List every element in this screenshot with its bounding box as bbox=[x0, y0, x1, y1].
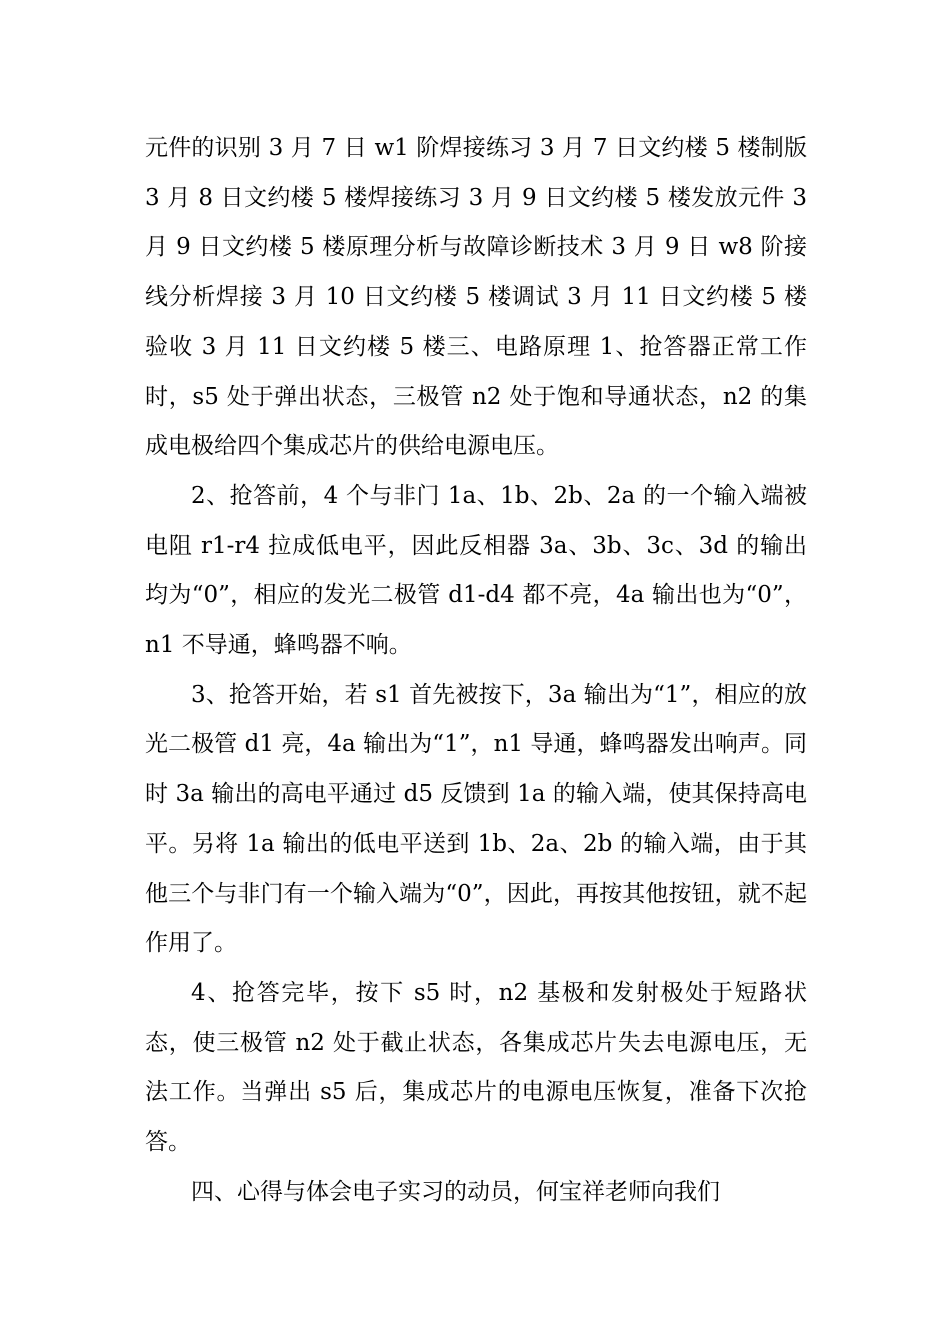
paragraph-before-answer: 2、抢答前，4 个与非门 1a、1b、2b、2a 的一个输入端被电阻 r1-r4 拉成低电平，因此反相器 3a、3b、3c、3d 的输出均为“0”，相应的发光二极管 d1-d4 都不亮，4a 输出也为“0”，n1 不导通，蜂鸣器不响。 bbox=[145, 482, 807, 659]
document-body bbox=[145, 124, 807, 1217]
paragraph-schedule-and-principle: 元件的识别 3 月 7 日 w1 阶焊接练习 3 月 7 日文约楼 5 楼制版 3 月 8 日文约楼 5 楼焊接练习 3 月 9 日文约楼 5 楼发放元件 3 月 9 日文约楼 5 楼原理分析与故障诊断技术 3 月 9 日 w8 阶接线分析焊接 3 月 10 日文约楼 5 楼调试 3 月 11 日文约楼 5 楼验收 3 月 11 日文约楼 5 楼三、电路原理 1、抢答器正常工作时，s5 处于弹出状态，三极管 n2 处于饱和导通状态，n2 的集成电极给四个集成芯片的供给电源电压。 bbox=[145, 135, 807, 460]
paragraph-reflection: 四、心得与体会电子实习的动员，何宝祥老师向我们 bbox=[191, 1178, 720, 1205]
paragraph-answer-start: 3、抢答开始，若 s1 首先被按下，3a 输出为“1”，相应的放光二极管 d1 亮，4a 输出为“1”，n1 导通，蜂鸣器发出响声。同时 3a 输出的高电平通过 d5 反馈到 1a 的输入端，使其保持高电平。另将 1a 输出的低电平送到 1b、2a、2b 的输入端，由于其他三个与非门有一个输入端为“0”，因此，再按其他按钮，就不起作用了。 bbox=[145, 681, 807, 957]
paragraph-answer-finish: 4、抢答完毕，按下 s5 时，n2 基极和发射极处于短路状态，使三极管 n2 处于截止状态，各集成芯片失去电源电压，无法工作。当弹出 s5 后，集成芯片的电源电压恢复，准备下次抢答。 bbox=[145, 979, 807, 1156]
